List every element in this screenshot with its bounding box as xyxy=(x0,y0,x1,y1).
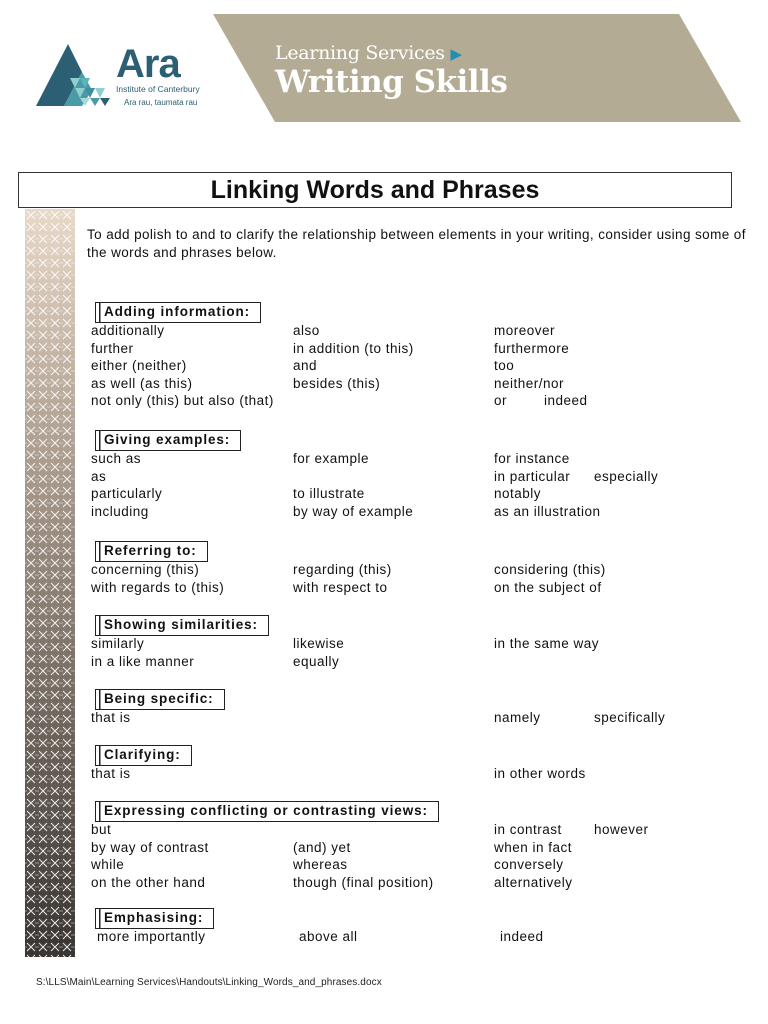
phrase-row xyxy=(91,875,741,893)
phrase-item: as well (as this) xyxy=(91,375,193,391)
phrase-item: in other words xyxy=(494,766,586,781)
phrase-item: by way of contrast xyxy=(91,839,209,855)
phrase-item: including xyxy=(91,503,149,519)
phrase-item: more importantly xyxy=(97,929,206,944)
section-3 xyxy=(91,615,741,671)
section-4 xyxy=(91,689,741,728)
decorative-pattern-strip xyxy=(25,209,75,957)
phrase-row xyxy=(97,929,747,947)
section-0 xyxy=(91,302,741,411)
section-1 xyxy=(91,430,741,521)
phrase-item: indeed xyxy=(500,929,544,944)
phrase-row xyxy=(91,323,741,341)
section-2 xyxy=(91,541,741,597)
section-heading: Being specific: xyxy=(95,689,225,710)
logo-tagline: Ara rau, taumata rau xyxy=(124,98,198,107)
section-heading: Emphasising: xyxy=(95,908,214,929)
phrase-item: conversely xyxy=(494,857,564,872)
section-6 xyxy=(91,801,741,892)
phrase-row xyxy=(91,562,741,580)
phrase-item: notably xyxy=(494,486,542,501)
ara-logo xyxy=(34,42,214,114)
phrase-item: for instance xyxy=(494,451,570,466)
phrase-item: further xyxy=(91,340,134,356)
phrase-row xyxy=(91,376,741,394)
phrase-item: with regards to (this) xyxy=(91,579,225,595)
phrase-item: with respect to xyxy=(293,579,388,595)
phrase-row xyxy=(91,469,741,487)
phrase-item: indeed xyxy=(544,393,588,408)
phrase-item: however xyxy=(594,822,649,837)
phrase-row xyxy=(91,341,741,359)
phrase-item: regarding (this) xyxy=(293,562,392,577)
phrase-row xyxy=(91,580,741,598)
phrase-item: moreover xyxy=(494,323,556,338)
phrase-item: while xyxy=(91,857,125,872)
phrase-item: as an illustration xyxy=(494,503,601,519)
phrase-row xyxy=(91,840,741,858)
phrase-item: specifically xyxy=(594,710,666,725)
phrase-item: similarly xyxy=(91,636,145,651)
phrase-item: equally xyxy=(293,653,340,669)
phrase-item: as xyxy=(91,468,107,484)
play-arrow-icon: ▶ xyxy=(450,45,462,63)
phrase-item: such as xyxy=(91,451,142,466)
phrase-item: concerning (this) xyxy=(91,562,200,577)
phrase-item: either (neither) xyxy=(91,358,187,373)
phrase-item: on the subject of xyxy=(494,579,602,595)
section-heading: Expressing conflicting or contrasting views: xyxy=(95,801,439,822)
phrase-row xyxy=(91,710,741,728)
phrase-item: additionally xyxy=(91,323,165,338)
phrase-row xyxy=(91,636,741,654)
phrase-item: but xyxy=(91,822,112,837)
phrase-row xyxy=(91,358,741,376)
intro-paragraph: To add polish to and to clarify the relationship between elements in your writing, consider using some of the words and phrases below. xyxy=(87,227,746,260)
section-heading: Showing similarities: xyxy=(95,615,269,636)
phrase-item: on the other hand xyxy=(91,874,206,890)
phrase-item: and xyxy=(293,358,318,373)
phrase-item: namely xyxy=(494,710,541,725)
section-heading: Clarifying: xyxy=(95,745,192,766)
phrase-item: alternatively xyxy=(494,874,573,890)
phrase-row xyxy=(91,504,741,522)
phrase-item: considering (this) xyxy=(494,562,606,577)
logo-subtitle: Institute of Canterbury xyxy=(116,84,200,94)
banner-line1-text: Learning Services xyxy=(275,42,445,64)
phrase-item: in contrast xyxy=(494,822,562,837)
phrase-item: in addition (to this) xyxy=(293,340,414,356)
file-path-footer: S:\LLS\Main\Learning Services\Handouts\Linking_Words_and_phrases.docx xyxy=(36,977,382,988)
phrase-item: above all xyxy=(299,929,358,944)
phrase-item: or xyxy=(494,393,508,408)
logo-wordmark: Ara xyxy=(116,42,180,86)
phrase-item: for example xyxy=(293,451,370,466)
phrase-item: besides (this) xyxy=(293,375,381,391)
phrase-item: in the same way xyxy=(494,636,600,651)
phrase-item: though (final position) xyxy=(293,874,434,890)
phrase-item: neither/nor xyxy=(494,375,565,391)
phrase-item: in a like manner xyxy=(91,653,195,669)
phrase-item: furthermore xyxy=(494,340,570,356)
phrase-row xyxy=(91,857,741,875)
phrase-item: likewise xyxy=(293,636,345,651)
ara-triangle-logo-icon xyxy=(34,42,114,108)
phrase-row xyxy=(91,451,741,469)
phrase-item: (and) yet xyxy=(293,839,351,855)
banner-writing-skills: Writing Skills xyxy=(275,64,508,100)
section-7 xyxy=(91,908,741,947)
phrase-row xyxy=(91,822,741,840)
section-5 xyxy=(91,745,741,784)
phrase-row xyxy=(91,766,741,784)
phrase-item: particularly xyxy=(91,486,163,501)
section-heading: Adding information: xyxy=(95,302,261,323)
phrase-item: too xyxy=(494,358,515,373)
phrase-item: also xyxy=(293,323,320,338)
phrase-row xyxy=(91,486,741,504)
phrase-item: by way of example xyxy=(293,503,414,519)
phrase-item: not only (this) but also (that) xyxy=(91,393,274,408)
section-heading: Giving examples: xyxy=(95,430,241,451)
phrase-item: especially xyxy=(594,468,659,484)
phrase-item: in particular xyxy=(494,468,571,484)
page-title: Linking Words and Phrases xyxy=(18,172,732,208)
phrase-item: whereas xyxy=(293,857,348,872)
phrase-row xyxy=(91,393,741,411)
phrase-item: to illustrate xyxy=(293,486,365,501)
phrase-item: that is xyxy=(91,710,131,725)
phrase-item: when in fact xyxy=(494,839,573,855)
phrase-item: that is xyxy=(91,766,131,781)
phrase-row xyxy=(91,654,741,672)
section-heading: Referring to: xyxy=(95,541,208,562)
banner-learning-services xyxy=(275,42,462,64)
